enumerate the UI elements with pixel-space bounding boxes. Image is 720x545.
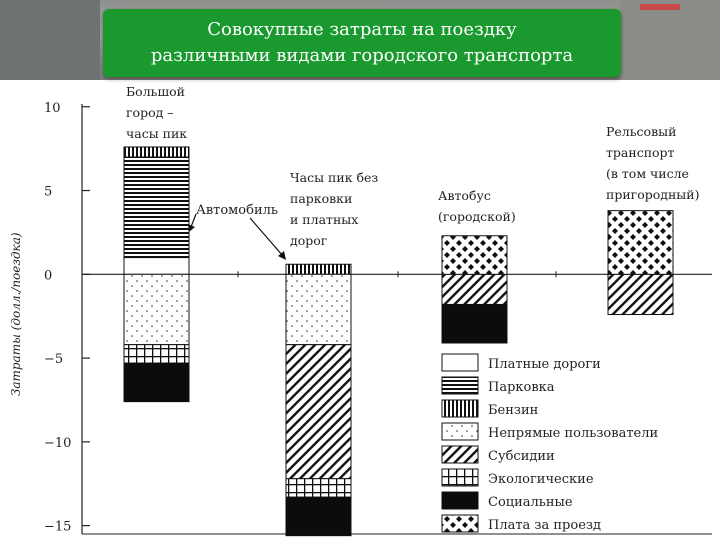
legend-label-indirect: Непрямые пользователи: [488, 426, 659, 441]
category-label-line: парковки: [290, 191, 353, 206]
legend-swatch-toll: [442, 354, 478, 371]
bar-segment-fare: [442, 236, 507, 275]
legend-swatch-indirect: [442, 423, 478, 440]
legend-swatch-fuel: [442, 400, 478, 417]
bar-segment-indirect: [286, 274, 351, 344]
bar-segment-parking: [124, 157, 189, 258]
bar-segment-eco: [124, 345, 189, 363]
legend-swatch-parking: [442, 377, 478, 394]
category-label-line: транспорт: [606, 145, 675, 160]
y-tick-label: 5: [44, 184, 53, 200]
y-tick-label: 0: [44, 268, 53, 284]
background-flag: [640, 4, 680, 10]
category-label: [290, 170, 378, 248]
bar-segment-social: [286, 497, 351, 536]
category-label: [606, 124, 699, 202]
category-label-line: Большой: [126, 84, 185, 99]
slide-title-box: [103, 9, 621, 77]
annotation-arrow-left: [191, 214, 196, 227]
legend-label-toll: Платные дороги: [488, 357, 601, 372]
bar-segment-subsidy: [608, 274, 673, 314]
category-label-line: пригородный): [606, 187, 700, 202]
background-building-right: [620, 0, 720, 80]
legend-label-fare: Плата за проезд: [488, 518, 601, 533]
category-label-line: город –: [126, 105, 174, 120]
legend-label-parking: Парковка: [488, 380, 555, 395]
y-tick-label: −10: [44, 435, 72, 451]
legend-label-fuel: Бензин: [488, 403, 539, 418]
legend-label-social: Социальные: [488, 495, 573, 510]
bar-segment-social: [442, 304, 507, 343]
bar-segment-social: [124, 363, 189, 402]
y-tick-label: −5: [44, 352, 64, 368]
bar-segment-subsidy: [442, 274, 507, 304]
bar-segment-fuel: [286, 264, 351, 274]
category-label: [438, 188, 516, 224]
legend-swatch-eco: [442, 469, 478, 486]
category-label-line: часы пик: [126, 126, 188, 141]
y-tick-label: 10: [44, 100, 61, 116]
y-axis-label: Затраты (долл./поездка): [9, 232, 23, 397]
category-label-line: Автобус: [438, 188, 491, 203]
bar-segment-fuel: [124, 147, 189, 157]
category-label-line: Часы пик без: [290, 170, 379, 185]
slide-title: Совокупные затраты на поездку различными видами городского транспорта: [150, 19, 574, 66]
bar-segment-indirect: [124, 274, 189, 344]
bar-segment-eco: [286, 479, 351, 497]
legend-swatch-fare: [442, 515, 478, 532]
bar-segment-subsidy: [286, 345, 351, 479]
legend-swatch-social: [442, 492, 478, 509]
category-label-line: Рельсовый: [606, 124, 677, 139]
legend-label-subsidy: Субсидии: [488, 449, 555, 464]
category-label: [126, 84, 187, 141]
category-label-line: дорог: [290, 233, 328, 248]
chart-area: [0, 84, 720, 540]
stacked-cost-chart: [0, 84, 720, 540]
background-building-left: [0, 0, 100, 80]
y-tick-label: −15: [44, 519, 72, 535]
legend-swatch-subsidy: [442, 446, 478, 463]
category-label-line: (в том числе: [606, 166, 689, 181]
bar-segment-fare: [608, 211, 673, 275]
legend-label-eco: Экологические: [488, 472, 594, 487]
category-label-line: и платных: [290, 212, 359, 227]
category-label-line: (городской): [438, 209, 516, 224]
bar-segment-toll: [124, 258, 189, 275]
annotation-arrow-right: [250, 218, 283, 256]
car-annotation: Автомобиль: [196, 203, 278, 218]
